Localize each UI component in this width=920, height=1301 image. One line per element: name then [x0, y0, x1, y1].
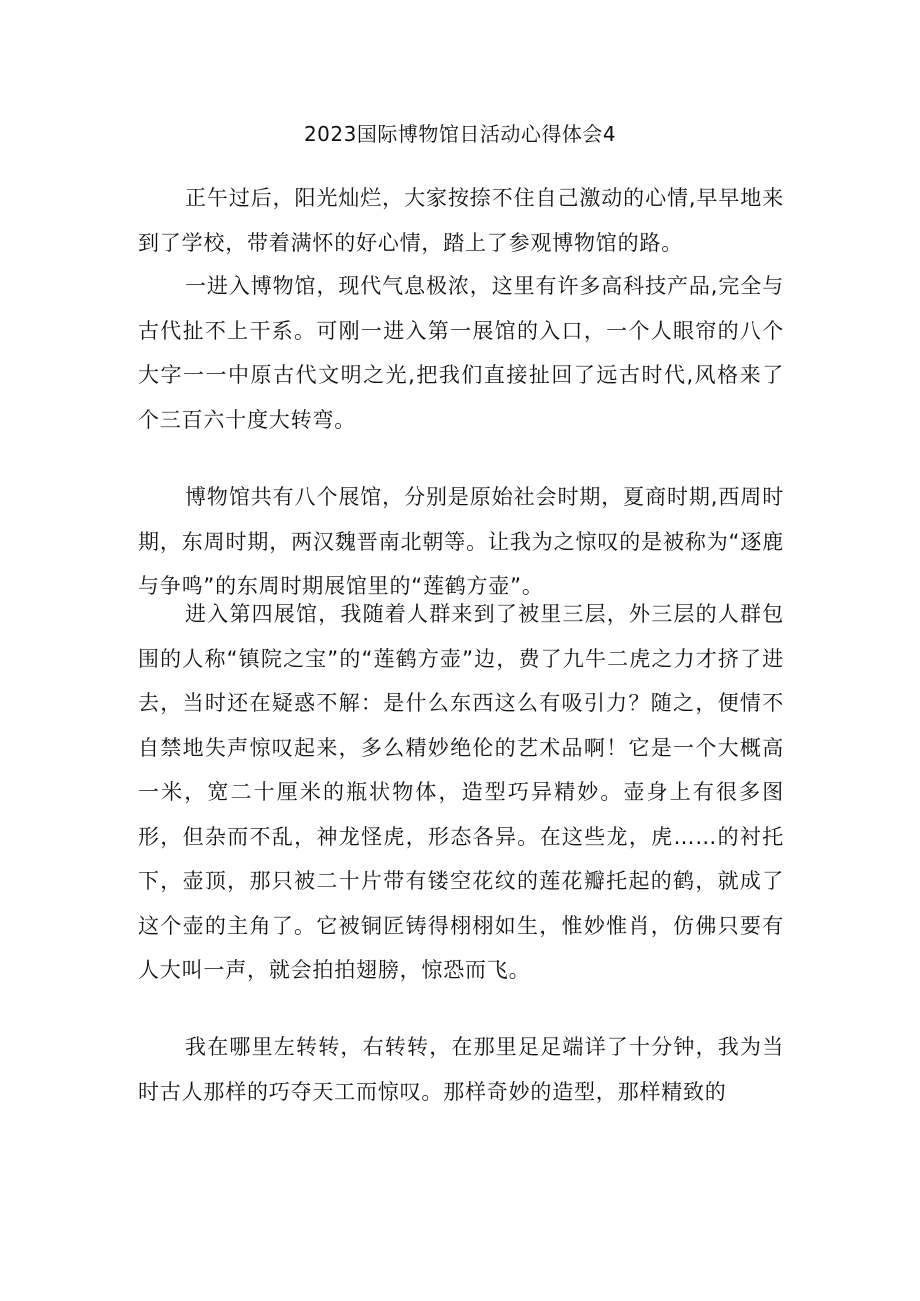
- paragraph-4: 进入第四展馆，我随着人群来到了被里三层，外三层的人群包围的人称“镇院之宝”的“莲鹤方壶”边，费了九牛二虎之力才挤了进去，当时还在疑惑不解：是什么东西这么有吸引力？随之，便情不自禁地失声惊叹起来，多么精妙绝伦的艺术品啊！它是一个大概高一米，宽二十厘米的瓶状物体，造型巧异精妙。壶身上有很多图形，但杂而不乱，神龙怪虎，形态各异。在这些龙，虎……的衬托下，壶顶，那只被二十片带有镂空花纹的莲花瓣托起的鹤，就成了这个壶的主角了。它被铜匠铸得栩栩如生，惟妙惟肖，仿佛只要有人大叫一声，就会拍拍翅膀，惊恐而飞。: [138, 602, 784, 982]
- paragraph-3: 博物馆共有八个展馆，分别是原始社会时期，夏商时期,西周时期，东周时期，两汉魏晋南北朝等。让我为之惊叹的是被称为“逐鹿与争鸣”的东周时期展馆里的“莲鹤方壶”。: [138, 485, 784, 598]
- paragraph-1: 正午过后，阳光灿烂，大家按捺不住自己激动的心情,早早地来到了学校，带着满怀的好心情，踏上了参观博物馆的路。: [138, 186, 784, 255]
- document-title: 2023国际博物馆日活动心得体会4: [303, 122, 617, 146]
- paragraph-2: 一进入博物馆，现代气息极浓，这里有许多高科技产品,完全与古代扯不上干系。可刚一进入第一展馆的入口，一个人眼帘的八个大字一一中原古代文明之光,把我们直接扯回了远古时代,风格来了个三百六十度大转弯。: [138, 274, 784, 432]
- paragraph-5: 我在哪里左转转，右转转，在那里足足端详了十分钟，我为当时古人那样的巧夺天工而惊叹。那样奇妙的造型，那样精致的: [138, 1035, 784, 1104]
